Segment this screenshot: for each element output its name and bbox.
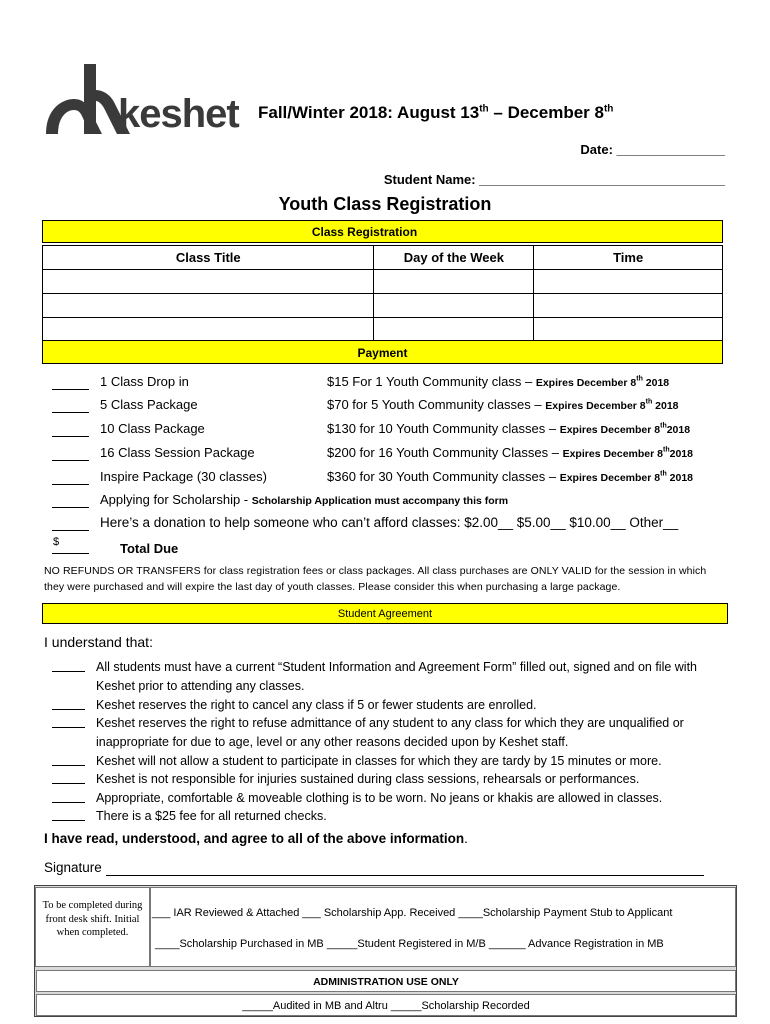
payment-blank[interactable] [52,484,89,485]
admin-checklist-row[interactable]: ____Scholarship Purchased in MB _____Student Registered in M/B ______ Advance Registration in MB [155,938,664,950]
payment-blank[interactable] [52,530,89,531]
admin-checklist [150,887,736,967]
day-cell[interactable] [374,294,534,318]
table-row[interactable] [43,318,723,342]
logo-wordmark: keshet [118,92,239,136]
refund-policy: NO REFUNDS OR TRANSFERS for class registration fees or class packages. All class purchases are ONLY VALID for the session in which they were purchased and will expire the last day of youth classes. Please consider this when purchasing a large package. [44,565,707,593]
time-cell[interactable] [534,294,723,318]
admin-audit-row[interactable]: _____Audited in MB and Altru _____Scholarship Recorded [36,994,736,1016]
table-row[interactable] [43,294,723,318]
class-title-cell[interactable] [43,294,374,318]
agreement-item[interactable]: Keshet reserves the right to refuse admittance of any student to any class for which they are unqualified or inappropriate for due to age, level or any other reasons decided upon by Keshet staff. [52,714,732,752]
signature-label: Signature [44,860,102,875]
day-cell[interactable] [374,318,534,342]
time-cell[interactable] [534,270,723,294]
payment-blank[interactable] [52,436,89,437]
payment-blank[interactable] [52,412,89,413]
class-title-cell[interactable] [43,270,374,294]
total-due-blank[interactable] [52,553,89,554]
agreement-intro: I understand that: [44,634,153,650]
column-header-class-title: Class Title [43,246,374,270]
student-name-field[interactable]: Student Name: __________________________________ [383,172,725,187]
class-registration-header: Class Registration [42,220,723,243]
front-desk-note: To be completed during front desk shift. Initial when completed. [35,887,150,967]
admin-use-only-label: ADMINISTRATION USE ONLY [36,970,736,992]
initial-blank[interactable] [52,802,85,803]
time-cell[interactable] [534,318,723,342]
day-cell[interactable] [374,270,534,294]
initial-blank[interactable] [52,783,85,784]
date-field[interactable]: Date: _______________ [580,142,725,157]
dollar-sign: $ [53,536,60,548]
table-row[interactable] [43,270,723,294]
column-header-time: Time [534,246,723,270]
total-due-label: Total Due [120,541,179,556]
agreement-item[interactable]: Keshet will not allow a student to participate in classes for which they are tardy by 15 minutes or more. [52,752,732,771]
agreement-item[interactable]: There is a $25 fee for all returned checks. [52,807,732,826]
student-agreement-header: Student Agreement [42,603,728,624]
agreement-item[interactable]: Appropriate, comfortable & moveable clothing is to be worn. No jeans or khakis are allowed in classes. [52,789,732,808]
initial-blank[interactable] [52,820,85,821]
class-title-cell[interactable] [43,318,374,342]
payment-blank[interactable] [52,507,89,508]
payment-header: Payment [42,340,723,364]
payment-blank[interactable] [52,389,89,390]
agreement-item[interactable]: Keshet is not responsible for injuries sustained during class sessions, rehearsals or performances. [52,770,732,789]
payment-blank[interactable] [52,460,89,461]
column-header-day: Day of the Week [374,246,534,270]
acknowledgement-statement: I have read, understood, and agree to all of the above information. [44,831,468,846]
admin-checklist-row[interactable]: ___ IAR Reviewed & Attached ___ Scholarship App. Received ____Scholarship Payment Stub to Applicant [152,907,673,919]
table-header-row [43,246,723,270]
initial-blank[interactable] [52,765,85,766]
class-registration-table [42,245,723,342]
agreement-item[interactable]: Keshet reserves the right to cancel any class if 5 or fewer students are enrolled. [52,696,732,715]
initial-blank[interactable] [52,709,85,710]
signature-field[interactable] [106,875,704,876]
page-title: Youth Class Registration [278,194,492,214]
season-dates: Fall/Winter 2018: August 13th – December 8th [258,103,614,122]
initial-blank[interactable] [52,727,85,728]
initial-blank[interactable] [52,671,85,672]
agreement-item[interactable]: All students must have a current “Student Information and Agreement Form” filled out, signed and on file with Keshet prior to attending any classes. [52,658,732,696]
